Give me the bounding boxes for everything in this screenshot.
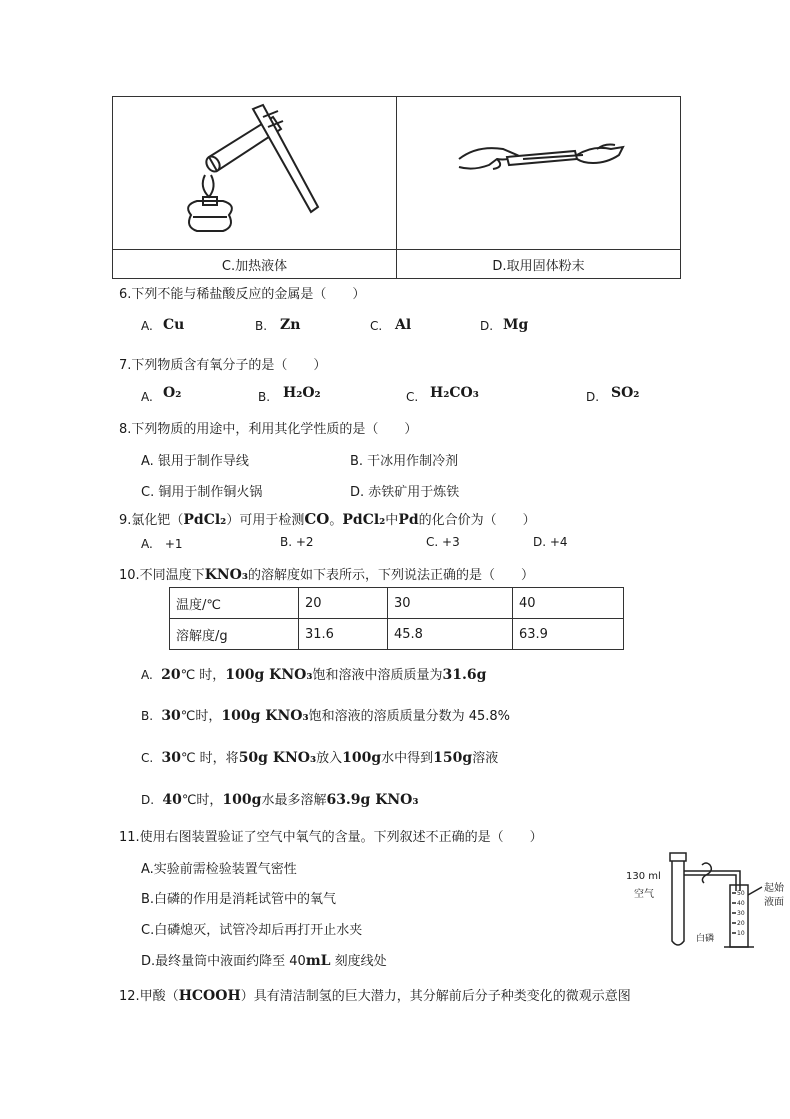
q11-d-text-1: D.最终量筒中液面约降至 40 [141, 954, 306, 969]
q6-option-b[interactable]: Zn [280, 317, 301, 333]
table-cell: 20 [299, 588, 388, 619]
q6-option-b-label: B. [255, 319, 268, 333]
cylinder-scale [737, 889, 749, 939]
caption-d: D.取用固体粉末 [397, 250, 681, 279]
q12-stem [119, 985, 631, 1004]
q10-c-label: C. [141, 751, 154, 765]
label-start-1: 起始 [764, 883, 784, 894]
q10-b-t1: 30 [161, 708, 181, 724]
table-cell: 溶解度/g [170, 619, 299, 650]
table-row [170, 619, 624, 650]
q9-formula-pd: Pd [398, 512, 419, 528]
q7-option-b[interactable]: H₂O₂ [283, 385, 321, 401]
q6-stem: 6.下列不能与稀盐酸反应的金属是（ ） [119, 287, 366, 302]
q11-d-unit: mL [305, 953, 331, 969]
label-130ml: 130 ml [626, 871, 661, 882]
caption-c: C.加热液体 [113, 250, 397, 279]
q10-option-c[interactable] [141, 747, 498, 766]
q10-a-label: A. [141, 668, 153, 682]
q6-option-d[interactable]: Mg [503, 317, 529, 333]
q10-a-t3: 100g KNO₃ [225, 667, 313, 683]
table-cell: 45.8 [388, 619, 513, 650]
q9-option-d[interactable]: D. +4 [533, 535, 568, 549]
q10-option-a[interactable] [141, 664, 486, 683]
q10-d-t2: ℃时， [181, 793, 223, 808]
q10-c-t5: 100g [342, 750, 382, 766]
label-start-2: 液面 [764, 897, 784, 908]
q12-formula-hcooh: HCOOH [178, 988, 241, 1004]
table-cell: 31.6 [299, 619, 388, 650]
q10-text-1: 10.不同温度下 [119, 568, 205, 583]
q9-text-2: ）可用于检测 [226, 513, 305, 528]
q10-option-d[interactable] [141, 789, 419, 808]
scale-mark: 20 [737, 920, 745, 927]
q10-d-t5: 63.9g KNO₃ [326, 792, 419, 808]
q10-d-t4: 水最多溶解 [261, 793, 327, 808]
q9-stem [119, 509, 536, 528]
taking-powder-picture-cell [397, 97, 681, 250]
q7-option-a[interactable]: O₂ [163, 385, 182, 401]
q9-text-3: 。 [329, 513, 343, 528]
q11-stem: 11.使用右图装置验证了空气中氧气的含量。下列叙述不正确的是（ ） [119, 830, 543, 845]
q7-option-d-label: D. [586, 390, 600, 404]
q10-b-t2: ℃时， [180, 709, 222, 724]
q6-option-d-label: D. [480, 319, 494, 333]
label-white-phosphorus: 白磷 [696, 934, 715, 944]
q10-c-t1: 30 [161, 750, 181, 766]
heating-liquid-illustration [113, 97, 396, 245]
table-row [170, 588, 624, 619]
table-cell: 温度/℃ [170, 588, 299, 619]
air-oxygen-apparatus-figure [620, 845, 790, 955]
scale-mark: 40 [737, 900, 745, 907]
apparatus-table [112, 96, 681, 279]
q7-option-b-label: B. [258, 390, 271, 404]
q8-stem: 8.下列物质的用途中，利用其化学性质的是（ ） [119, 422, 418, 437]
q10-stem [119, 564, 534, 583]
q10-c-t4: 放入 [316, 751, 343, 766]
q9-option-c[interactable]: C. +3 [426, 535, 460, 549]
q11-d-text-2: 刻度线处 [330, 954, 387, 969]
scale-mark: 10 [737, 930, 745, 937]
q10-c-t8: 溶液 [472, 751, 499, 766]
q11-option-d[interactable] [141, 950, 387, 969]
q12-text-1: 12.甲酸（ [119, 989, 179, 1004]
q7-option-d[interactable]: SO₂ [611, 385, 640, 401]
q10-c-t6: 水中得到 [381, 751, 434, 766]
q10-a-t1: 20 [161, 667, 181, 683]
table-cell: 63.9 [513, 619, 624, 650]
q10-d-t1: 40 [162, 792, 182, 808]
taking-powder-illustration [397, 97, 680, 245]
q10-c-t2: ℃ 时，将 [180, 751, 239, 766]
q9-formula-co: CO [304, 510, 330, 528]
q9-formula-pdcl2-2: PdCl₂ [342, 512, 386, 528]
q8-option-b[interactable]: B. 干冰用作制冷剂 [350, 454, 459, 469]
q8-option-c[interactable]: C. 铜用于制作铜火锅 [141, 485, 263, 500]
table-cell: 40 [513, 588, 624, 619]
scale-mark: 50 [737, 890, 745, 897]
q7-option-c-label: C. [406, 390, 419, 404]
q10-a-t4: 饱和溶液中溶质质量为 [312, 668, 443, 683]
q9-formula-pdcl2: PdCl₂ [183, 512, 227, 528]
q10-c-t3: 50g KNO₃ [238, 750, 317, 766]
q10-b-label: B. [141, 709, 154, 723]
q10-d-t3: 100g [222, 792, 262, 808]
table-cell: 30 [388, 588, 513, 619]
q9-text-1: 9.氯化钯（ [119, 513, 184, 528]
q9-option-a[interactable]: A. +1 [141, 537, 183, 551]
q7-stem: 7.下列物质含有氧分子的是（ ） [119, 358, 327, 373]
label-air: 空气 [634, 889, 654, 900]
q11-option-b[interactable]: B.白磷的作用是消耗试管中的氧气 [141, 892, 337, 907]
q6-option-a[interactable]: Cu [163, 317, 185, 333]
scale-mark: 30 [737, 910, 745, 917]
q12-text-2: ）具有清洁制氢的巨大潜力，其分解前后分子种类变化的微观示意图 [240, 989, 631, 1004]
q10-b-t4: 饱和溶液的溶质质量分数为 45.8% [308, 709, 511, 724]
q11-option-c[interactable]: C.白磷熄灭，试管冷却后再打开止水夹 [141, 923, 363, 938]
q10-formula-kno3: KNO₃ [204, 567, 248, 583]
q9-text-4: 中 [385, 513, 399, 528]
solubility-table [169, 587, 624, 650]
q8-option-d[interactable]: D. 赤铁矿用于炼铁 [350, 485, 460, 500]
q6-option-c-label: C. [370, 319, 383, 333]
q10-d-label: D. [141, 793, 155, 807]
q10-text-2: 的溶解度如下表所示，下列说法正确的是（ ） [247, 568, 534, 583]
heating-liquid-picture-cell [113, 97, 397, 250]
q9-option-b[interactable]: B. +2 [280, 535, 314, 549]
q7-option-a-label: A. [141, 390, 153, 404]
q10-a-t5: 31.6g [442, 667, 487, 683]
q6-option-a-label: A. [141, 319, 153, 333]
q10-option-b[interactable] [141, 705, 510, 724]
q10-a-t2: ℃ 时， [180, 668, 226, 683]
q10-b-t3: 100g KNO₃ [221, 708, 309, 724]
q8-option-a[interactable]: A. 银用于制作导线 [141, 454, 249, 469]
q11-option-a[interactable]: A.实验前需检验装置气密性 [141, 862, 297, 877]
q10-c-t7: 150g [433, 750, 473, 766]
q6-option-c[interactable]: Al [395, 317, 412, 333]
q7-option-c[interactable]: H₂CO₃ [430, 385, 479, 401]
q9-text-5: 的化合价为（ ） [418, 513, 536, 528]
